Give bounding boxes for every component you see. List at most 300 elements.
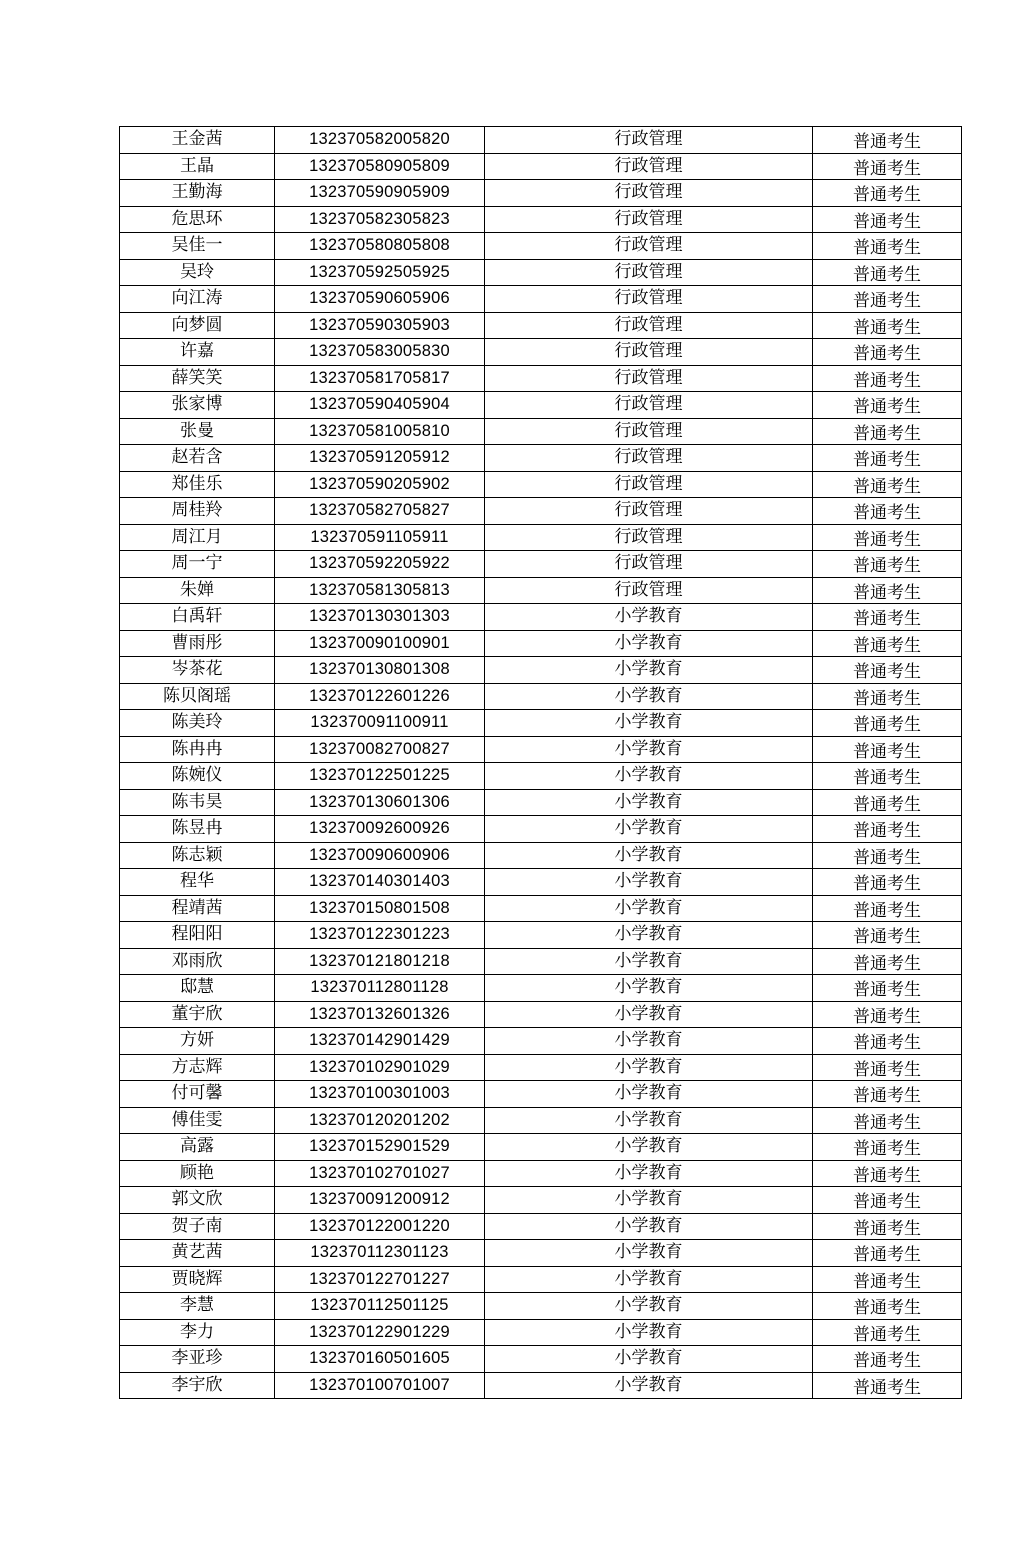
exam-number-cell [275, 445, 485, 472]
candidate-name-cell-text: 陈冉冉 [171, 738, 223, 759]
candidate-type-cell-text: 普通考生 [853, 397, 921, 418]
candidate-name-cell [120, 577, 275, 604]
candidate-type-cell-text: 普通考生 [853, 1006, 921, 1027]
candidate-name-cell-text: 董宇欣 [171, 1003, 223, 1024]
candidate-name-cell [120, 153, 275, 180]
major-cell [485, 736, 813, 763]
major-cell [485, 948, 813, 975]
exam-number-cell-text: 132370112801128 [310, 978, 449, 997]
candidate-type-cell-text: 普通考生 [853, 662, 921, 683]
table-row [120, 657, 962, 684]
candidate-name-cell-text: 李宇欣 [171, 1374, 223, 1395]
candidate-name-cell-text: 张家博 [171, 394, 223, 415]
candidate-name-cell [120, 1081, 275, 1108]
exam-number-cell [275, 1187, 485, 1214]
exam-number-cell-text: 132370122301223 [309, 925, 450, 944]
exam-number-cell [275, 471, 485, 498]
candidate-type-cell [813, 604, 962, 631]
major-cell-text: 小学教育 [614, 1162, 683, 1183]
table-row [120, 630, 962, 657]
candidate-type-cell-text: 普通考生 [853, 582, 921, 603]
candidate-type-cell-text: 普通考生 [853, 1112, 921, 1133]
exam-number-cell [275, 180, 485, 207]
candidate-name-cell [120, 763, 275, 790]
exam-number-cell-text: 132370140301403 [309, 872, 450, 891]
candidate-type-cell [813, 153, 962, 180]
candidate-type-cell-text: 普通考生 [853, 238, 921, 259]
major-cell-text: 行政管理 [614, 288, 683, 309]
major-cell-text: 小学教育 [614, 897, 683, 918]
candidate-name-cell [120, 445, 275, 472]
candidate-type-cell [813, 392, 962, 419]
candidate-name-cell-text: 程靖茜 [171, 897, 223, 918]
candidate-name-cell [120, 657, 275, 684]
table-row [120, 816, 962, 843]
major-cell-text: 小学教育 [614, 1348, 683, 1369]
candidate-type-cell [813, 498, 962, 525]
exam-number-cell-text: 132370152901529 [309, 1137, 450, 1156]
candidate-name-cell [120, 789, 275, 816]
exam-number-cell [275, 1346, 485, 1373]
major-cell-text: 行政管理 [614, 129, 683, 150]
candidate-type-cell [813, 657, 962, 684]
candidate-name-cell-text: 许嘉 [180, 341, 214, 362]
exam-number-cell [275, 657, 485, 684]
candidate-type-cell-text: 普通考生 [853, 211, 921, 232]
major-cell-text: 小学教育 [614, 1030, 683, 1051]
candidate-type-cell [813, 842, 962, 869]
exam-number-cell [275, 975, 485, 1002]
candidate-type-cell-text: 普通考生 [853, 927, 921, 948]
candidate-type-cell-text: 普通考生 [853, 1298, 921, 1319]
candidate-name-cell-text: 薛笑笑 [171, 367, 223, 388]
candidate-name-cell-text: 贺子南 [171, 1215, 223, 1236]
candidate-name-cell-text: 李亚珍 [171, 1348, 223, 1369]
table-row [120, 524, 962, 551]
exam-number-cell [275, 524, 485, 551]
candidate-type-cell [813, 1240, 962, 1267]
candidate-type-cell [813, 471, 962, 498]
exam-number-cell [275, 339, 485, 366]
major-cell [485, 1240, 813, 1267]
table-row [120, 1240, 962, 1267]
major-cell-text: 小学教育 [614, 1003, 683, 1024]
major-cell [485, 1134, 813, 1161]
candidate-type-cell-text: 普通考生 [853, 794, 921, 815]
candidate-type-cell [813, 524, 962, 551]
candidate-type-cell [813, 1134, 962, 1161]
candidate-type-cell-text: 普通考生 [853, 1165, 921, 1186]
candidate-type-cell [813, 1266, 962, 1293]
major-cell-text: 小学教育 [614, 871, 683, 892]
exam-number-cell [275, 604, 485, 631]
exam-number-cell [275, 1028, 485, 1055]
major-cell [485, 1001, 813, 1028]
major-cell-text: 小学教育 [614, 659, 683, 680]
table-row [120, 736, 962, 763]
major-cell [485, 1319, 813, 1346]
candidate-name-cell-text: 周江月 [171, 526, 223, 547]
exam-number-cell-text: 132370580805808 [309, 236, 450, 255]
major-cell [485, 922, 813, 949]
candidate-type-cell [813, 1107, 962, 1134]
exam-number-cell-text: 132370122601226 [309, 686, 450, 705]
exam-number-cell-text: 132370130601306 [309, 792, 450, 811]
candidate-name-cell [120, 1240, 275, 1267]
candidate-name-cell [120, 922, 275, 949]
major-cell-text: 小学教育 [614, 1056, 683, 1077]
major-cell-text: 行政管理 [614, 314, 683, 335]
exam-number-cell-text: 132370590205902 [309, 474, 450, 493]
exam-number-cell-text: 132370090600906 [309, 845, 450, 864]
candidate-type-cell [813, 1213, 962, 1240]
candidate-name-cell [120, 1187, 275, 1214]
candidate-type-cell-text: 普通考生 [853, 1033, 921, 1054]
candidate-type-cell-text: 普通考生 [853, 291, 921, 312]
table-row [120, 1081, 962, 1108]
exam-number-cell-text: 132370090100901 [309, 633, 450, 652]
exam-number-cell [275, 869, 485, 896]
exam-number-cell-text: 132370581705817 [309, 368, 450, 387]
major-cell [485, 127, 813, 154]
major-cell [485, 233, 813, 260]
candidate-type-cell-text: 普通考生 [853, 874, 921, 895]
major-cell [485, 869, 813, 896]
major-cell [485, 551, 813, 578]
candidate-name-cell [120, 259, 275, 286]
candidate-name-cell-text: 高露 [180, 1136, 214, 1157]
candidate-name-cell-text: 邓雨欣 [171, 950, 223, 971]
major-cell-text: 小学教育 [614, 1295, 683, 1316]
candidate-name-cell-text: 邸慧 [180, 977, 214, 998]
candidate-type-cell-text: 普通考生 [853, 344, 921, 365]
candidate-name-cell-text: 朱婵 [180, 579, 214, 600]
major-cell-text: 小学教育 [614, 1268, 683, 1289]
exam-number-cell-text: 132370582005820 [309, 130, 450, 149]
candidate-name-cell-text: 李慧 [180, 1295, 214, 1316]
candidate-name-cell [120, 975, 275, 1002]
candidate-type-cell [813, 763, 962, 790]
candidate-name-cell-text: 陈美玲 [171, 712, 223, 733]
table-row [120, 365, 962, 392]
major-cell-text: 小学教育 [614, 1321, 683, 1342]
candidate-type-cell-text: 普通考生 [853, 1377, 921, 1398]
exam-number-cell [275, 736, 485, 763]
table-row [120, 286, 962, 313]
candidate-type-cell-text: 普通考生 [853, 715, 921, 736]
major-cell [485, 789, 813, 816]
major-cell [485, 895, 813, 922]
major-cell-text: 行政管理 [614, 500, 683, 521]
major-cell-text: 行政管理 [614, 553, 683, 574]
major-cell [485, 153, 813, 180]
major-cell [485, 1107, 813, 1134]
exam-number-cell [275, 498, 485, 525]
major-cell [485, 286, 813, 313]
candidate-name-cell [120, 127, 275, 154]
exam-number-cell [275, 1293, 485, 1320]
major-cell [485, 180, 813, 207]
candidate-type-cell [813, 895, 962, 922]
candidate-type-cell-text: 普通考生 [853, 609, 921, 630]
exam-number-cell-text: 132370582705827 [309, 501, 450, 520]
candidate-name-cell [120, 1054, 275, 1081]
major-cell-text: 行政管理 [614, 341, 683, 362]
exam-number-cell-text: 132370590405904 [309, 395, 450, 414]
major-cell [485, 577, 813, 604]
exam-number-cell-text: 132370581305813 [309, 580, 450, 599]
candidate-type-cell [813, 551, 962, 578]
major-cell [485, 392, 813, 419]
candidate-name-cell [120, 710, 275, 737]
candidate-type-cell-text: 普通考生 [853, 741, 921, 762]
candidate-type-cell [813, 1187, 962, 1214]
candidate-name-cell [120, 551, 275, 578]
candidate-name-cell [120, 524, 275, 551]
table-row [120, 1213, 962, 1240]
candidate-name-cell [120, 1266, 275, 1293]
major-cell [485, 842, 813, 869]
table-row [120, 498, 962, 525]
candidate-type-cell-text: 普通考生 [853, 370, 921, 391]
exam-number-cell [275, 1001, 485, 1028]
candidate-name-cell [120, 1293, 275, 1320]
candidate-name-cell [120, 842, 275, 869]
candidate-type-cell [813, 816, 962, 843]
candidate-type-cell-text: 普通考生 [853, 953, 921, 974]
exam-number-cell-text: 132370132601326 [309, 1004, 450, 1023]
candidate-name-cell [120, 312, 275, 339]
major-cell [485, 816, 813, 843]
major-cell [485, 763, 813, 790]
candidate-name-cell [120, 1001, 275, 1028]
table-row [120, 233, 962, 260]
table-row [120, 789, 962, 816]
candidate-name-cell-text: 傅佳雯 [171, 1109, 223, 1130]
table-row [120, 1107, 962, 1134]
table-row [120, 1372, 962, 1399]
candidate-type-cell [813, 869, 962, 896]
major-cell [485, 1028, 813, 1055]
candidate-type-cell [813, 630, 962, 657]
candidate-name-cell [120, 233, 275, 260]
major-cell-text: 小学教育 [614, 738, 683, 759]
table-row [120, 842, 962, 869]
candidate-type-cell-text: 普通考生 [853, 1192, 921, 1213]
exam-number-cell-text: 132370122701227 [309, 1269, 450, 1288]
candidate-type-cell [813, 206, 962, 233]
candidate-type-cell-text: 普通考生 [853, 980, 921, 1001]
major-cell-text: 行政管理 [614, 155, 683, 176]
candidate-type-cell-text: 普通考生 [853, 768, 921, 789]
major-cell-text: 行政管理 [614, 367, 683, 388]
major-cell [485, 418, 813, 445]
table-row [120, 683, 962, 710]
candidate-name-cell-text: 李力 [180, 1321, 214, 1342]
exam-number-cell-text: 132370091100911 [310, 713, 449, 732]
table-row [120, 180, 962, 207]
candidate-type-cell-text: 普通考生 [853, 1271, 921, 1292]
exam-number-cell-text: 132370122001220 [309, 1216, 450, 1235]
major-cell [485, 498, 813, 525]
major-cell [485, 604, 813, 631]
table-row [120, 577, 962, 604]
candidate-name-cell [120, 339, 275, 366]
major-cell-text: 行政管理 [614, 526, 683, 547]
exam-number-cell-text: 132370130301303 [309, 607, 450, 626]
candidate-type-cell [813, 1001, 962, 1028]
candidate-type-cell-text: 普通考生 [853, 1059, 921, 1080]
candidate-type-cell-text: 普通考生 [853, 1351, 921, 1372]
exam-number-cell [275, 1266, 485, 1293]
exam-number-cell [275, 1372, 485, 1399]
candidate-name-cell [120, 816, 275, 843]
exam-number-cell [275, 816, 485, 843]
candidate-name-cell [120, 180, 275, 207]
exam-number-cell-text: 132370592505925 [309, 262, 450, 281]
major-cell-text: 小学教育 [614, 1109, 683, 1130]
candidate-name-cell-text: 张曼 [180, 420, 214, 441]
candidate-name-cell-text: 周一宁 [171, 553, 223, 574]
candidate-type-cell-text: 普通考生 [853, 423, 921, 444]
exam-number-cell [275, 763, 485, 790]
candidate-name-cell-text: 贾晓辉 [171, 1268, 223, 1289]
exam-number-cell-text: 132370142901429 [309, 1031, 450, 1050]
candidate-type-cell [813, 683, 962, 710]
table-row [120, 604, 962, 631]
table-row [120, 763, 962, 790]
exam-number-cell [275, 577, 485, 604]
candidate-name-cell-text: 吴玲 [180, 261, 214, 282]
candidate-name-cell-text: 程阳阳 [171, 924, 223, 945]
candidate-type-cell-text: 普通考生 [853, 847, 921, 868]
major-cell-text: 小学教育 [614, 685, 683, 706]
major-cell [485, 630, 813, 657]
candidate-type-cell-text: 普通考生 [853, 635, 921, 656]
major-cell-text: 小学教育 [614, 1215, 683, 1236]
table-row [120, 710, 962, 737]
table-row [120, 869, 962, 896]
exam-number-cell-text: 132370592205922 [309, 554, 450, 573]
major-cell [485, 1266, 813, 1293]
major-cell-text: 小学教育 [614, 1189, 683, 1210]
candidate-name-cell-text: 顾艳 [180, 1162, 214, 1183]
table-row [120, 445, 962, 472]
candidate-name-cell [120, 1346, 275, 1373]
candidate-type-cell [813, 1372, 962, 1399]
table-row [120, 922, 962, 949]
candidate-name-cell-text: 向江涛 [171, 288, 223, 309]
candidate-type-cell-text: 普通考生 [853, 185, 921, 206]
table-row [120, 975, 962, 1002]
table-row [120, 153, 962, 180]
exam-number-cell [275, 259, 485, 286]
candidate-name-cell-text: 陈志颖 [171, 844, 223, 865]
candidate-type-cell-text: 普通考生 [853, 1245, 921, 1266]
candidate-type-cell-text: 普通考生 [853, 264, 921, 285]
candidate-name-cell-text: 付可馨 [171, 1083, 223, 1104]
candidate-type-cell [813, 127, 962, 154]
candidate-name-cell [120, 286, 275, 313]
exam-number-cell-text: 132370122901229 [309, 1322, 450, 1341]
table-row [120, 1160, 962, 1187]
candidate-type-cell-text: 普通考生 [853, 476, 921, 497]
major-cell-text: 小学教育 [614, 1083, 683, 1104]
candidate-name-cell [120, 895, 275, 922]
major-cell-text: 小学教育 [614, 844, 683, 865]
exam-number-cell-text: 132370591105911 [310, 527, 449, 546]
candidate-type-cell [813, 577, 962, 604]
exam-number-cell [275, 312, 485, 339]
table-row [120, 1346, 962, 1373]
exam-number-cell-text: 132370590605906 [309, 289, 450, 308]
exam-number-cell [275, 127, 485, 154]
candidate-type-cell [813, 1028, 962, 1055]
table-row [120, 471, 962, 498]
exam-number-cell-text: 132370120201202 [309, 1110, 450, 1129]
candidate-type-cell-text: 普通考生 [853, 132, 921, 153]
major-cell [485, 975, 813, 1002]
major-cell-text: 行政管理 [614, 579, 683, 600]
major-cell-text: 小学教育 [614, 632, 683, 653]
candidate-name-cell-text: 方妍 [180, 1030, 214, 1051]
major-cell-text: 行政管理 [614, 208, 683, 229]
candidate-type-cell [813, 1160, 962, 1187]
exam-number-cell [275, 392, 485, 419]
candidate-name-cell-text: 赵若含 [171, 447, 223, 468]
candidate-type-cell [813, 233, 962, 260]
candidate-name-cell [120, 206, 275, 233]
exam-number-cell-text: 132370082700827 [309, 739, 450, 758]
candidate-type-cell [813, 1054, 962, 1081]
candidate-type-cell [813, 312, 962, 339]
exam-number-cell [275, 895, 485, 922]
exam-number-cell [275, 1107, 485, 1134]
table-row [120, 259, 962, 286]
exam-number-cell-text: 132370102701027 [309, 1163, 450, 1182]
major-cell [485, 1081, 813, 1108]
major-cell [485, 657, 813, 684]
candidate-type-cell [813, 922, 962, 949]
major-cell-text: 小学教育 [614, 791, 683, 812]
major-cell-text: 行政管理 [614, 447, 683, 468]
major-cell [485, 1213, 813, 1240]
major-cell-text: 行政管理 [614, 420, 683, 441]
candidate-type-cell-text: 普通考生 [853, 1218, 921, 1239]
table-row [120, 339, 962, 366]
candidate-name-cell-text: 黄艺茜 [171, 1242, 223, 1263]
major-cell-text: 行政管理 [614, 235, 683, 256]
candidate-name-cell [120, 471, 275, 498]
candidate-name-cell-text: 陈贝阁瑶 [163, 685, 231, 706]
candidate-name-cell [120, 498, 275, 525]
major-cell [485, 365, 813, 392]
major-cell-text: 小学教育 [614, 712, 683, 733]
exam-number-cell [275, 365, 485, 392]
candidate-type-cell [813, 1081, 962, 1108]
candidate-type-cell-text: 普通考生 [853, 317, 921, 338]
exam-number-cell-text: 132370583005830 [309, 342, 450, 361]
exam-number-cell [275, 286, 485, 313]
major-cell-text: 小学教育 [614, 1374, 683, 1395]
exam-number-cell-text: 132370150801508 [309, 898, 450, 917]
exam-number-cell [275, 948, 485, 975]
table-row [120, 1001, 962, 1028]
exam-number-cell-text: 132370582305823 [309, 209, 450, 228]
major-cell-text: 小学教育 [614, 765, 683, 786]
exam-number-cell-text: 132370091200912 [309, 1190, 450, 1209]
candidate-type-cell [813, 286, 962, 313]
